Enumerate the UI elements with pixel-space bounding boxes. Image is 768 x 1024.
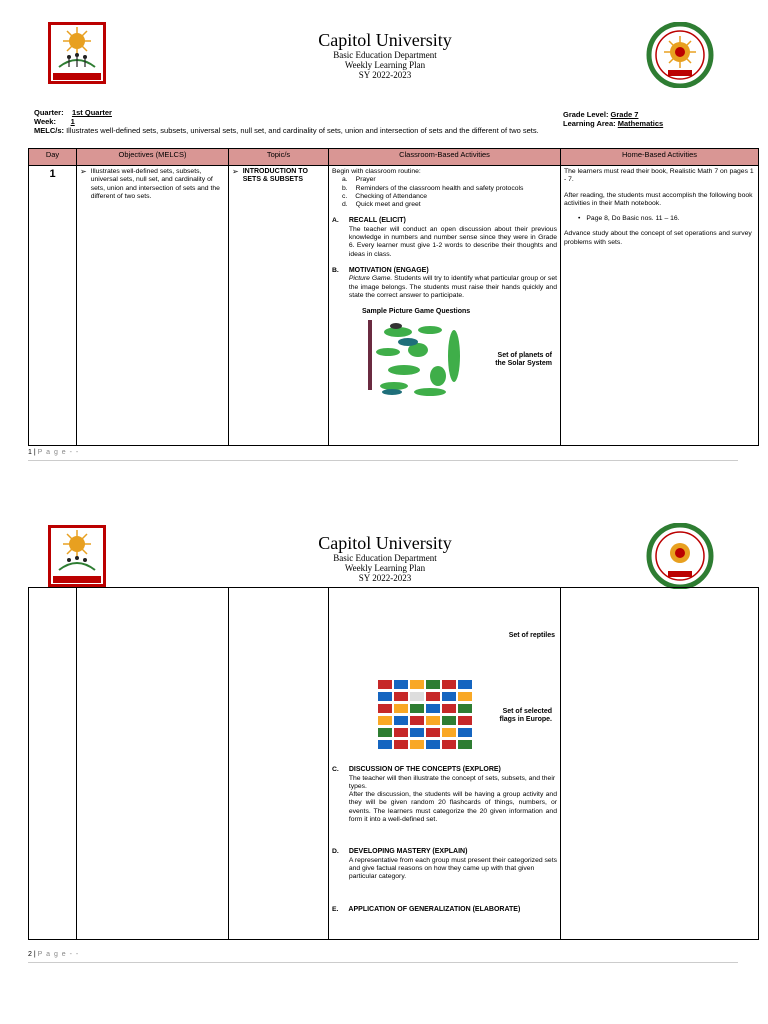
home-bullet: • Page 8, Do Basic nos. 11 – 16. [578,215,680,223]
university-logo-left [48,22,106,84]
school-year: SY 2022-2023 [358,573,412,583]
reptiles-caption: Set of reptiles [508,632,555,639]
topic-cell [229,588,329,940]
page-divider [28,962,738,963]
explain-section: D. DEVELOPING MASTERY (EXPLAIN) A representative from each group must present their categorized sets and give factual reasons on how they came up with that given particular category. [332,848,557,881]
day-number: 1 [49,168,56,180]
area-line [563,119,663,128]
recall-text: The teacher will conduct an open discussion about their previous knowledge in numbers and number sense since they were in Grade 6. Every learner must give 1-2 words to describe their thoughts and ideas in class. [348,225,557,258]
header-classroom: Classroom-Based Activities [329,149,561,166]
plan-title: Weekly Learning Plan [344,563,426,573]
sample-row [332,320,557,400]
plan-table-continued [28,587,759,940]
routine-intro: Begin with classroom routine: [332,168,421,175]
flags-caption: Set of selected flags in Europe. [499,708,552,724]
page-1 [0,0,768,480]
objective-cell [77,166,229,446]
explain-title: DEVELOPING MASTERY (EXPLAIN) [348,848,468,856]
area-label: Learning Area: [563,119,616,128]
explore-title: DISCUSSION OF THE CONCEPTS (EXPLORE) [348,766,501,774]
header-objectives: Objectives (MELCS) [77,149,229,166]
list-item: d. Quick meet and greet [342,201,421,209]
page-header [250,533,520,583]
header-home: Home-Based Activities [561,149,759,166]
table-row [29,588,759,940]
header-topics: Topic/s [229,149,329,166]
page-2 [0,505,768,1024]
grade-label: Grade Level: [563,110,609,119]
home-p2: After reading, the students must accomplish the following book activities in their Math notebook. [564,191,753,207]
explain-text: A representative from each group must present their categorized sets and give factual reasons on how they came up with that given particular category. [348,856,557,881]
melc-value: Illustrates well-defined sets, subsets, universal sets, null set, and cardinality of sets, union and intersection of sets and the different of two sets. [66,126,539,135]
plan-title: Weekly Learning Plan [344,60,426,70]
day-cell [29,588,77,940]
university-name: Capitol University [318,30,452,50]
objective-cell [77,588,229,940]
table-header-row [29,149,759,166]
quarter-value: 1st Quarter [71,108,112,117]
list-item: c. Checking of Attendance [342,192,428,200]
recall-section: A. RECALL (ELICIT) The teacher will conduct an open discussion about their previous knowledge in numbers and number sense since they were in Grade 6. Every learner must give 1-2 words to describe their thoughts and ideas in class. [332,217,557,258]
week-label: Week: [34,117,56,126]
department-name: Basic Education Department [333,553,437,563]
department-name: Basic Education Department [333,50,437,60]
university-seal-right [640,523,720,589]
planets-caption: Set of planets of the Solar System [495,352,552,368]
week-value: 1 [70,117,75,126]
page-header [250,30,520,80]
classroom-cell [329,166,561,446]
page-footer-2: 2 | P a g e - - [28,951,80,958]
motivation-title: MOTIVATION (ENGAGE) [348,266,429,274]
home-p1: The learners must read their book, Realistic Math 7 on pages 1 - 7. [564,168,754,184]
university-seal-right [640,22,720,88]
page-divider [28,460,738,461]
europe-flags-image [378,680,474,752]
school-year: SY 2022-2023 [358,70,412,80]
arrow-bullet-icon: ➢ [80,167,87,176]
motivation-section: B. MOTIVATION (ENGAGE) Picture Game. Students will try to identify what particular group or set the image belongs. The students must raise their hands quickly and state the correct answer to participate. [332,266,557,299]
elaborate-section: E. APPLICATION OF GENERALIZATION (ELABORATE) [332,905,521,913]
plan-table [28,148,759,446]
university-name: Capitol University [318,533,452,553]
home-cell [561,588,759,940]
quarter-label: Quarter: [34,108,64,117]
grade-line [563,110,638,119]
objective-text: Illustrates well-defined sets, subsets, universal sets, null set, and cardinality of sets, union and intersection of sets and the different of two sets. [90,168,220,200]
routine-list [332,176,557,209]
recall-title: RECALL (ELICIT) [348,217,406,225]
page-footer-1: 1 | P a g e - - [28,449,80,456]
melc-line [34,126,594,135]
explore-text-2: After the discussion, the students will be having a group activity and they will be given random 20 flashcards of things, numbers, or events. The learners must categorize the 20 given information and form it into a well-defined set. [348,791,557,824]
home-cell [561,166,759,446]
area-value: Mathematics [617,119,664,128]
flags-row [378,680,557,752]
week-line [34,117,75,126]
home-p3: Advance study about the concept of set operations and survey problems with sets. [564,230,752,246]
melc-label: MELC/s: [34,126,64,135]
sample-title: Sample Picture Game Questions [362,308,471,316]
topic-cell [229,166,329,446]
reptiles-image [368,320,472,400]
explore-section: C. DISCUSSION OF THE CONCEPTS (EXPLORE) The teacher will then illustrate the concept of sets, subsets, and their types. After the discussion, the students will be having a group activity and they will be given random 20 flashcards of things, numbers, or events. The learners must categorize the 20 given information and form it into a well-defined set. [332,766,557,824]
grade-value: Grade 7 [610,110,639,119]
motivation-text: Picture Game. Students will try to identify what particular group or set the image belongs. The students must raise their hands quickly and state the correct answer to participate. [348,275,557,299]
quarter-line [34,108,112,117]
day-cell [29,166,77,446]
university-logo-left [48,525,106,587]
list-item: b. Reminders of the classroom health and safety protocols [342,184,524,192]
elaborate-title: APPLICATION OF GENERALIZATION (ELABORATE) [348,905,521,913]
arrow-bullet-icon: ➢ [232,167,239,176]
bullet-icon: • [578,215,581,223]
classroom-cell [329,588,561,940]
header-day: Day [29,149,77,166]
explore-text-1: The teacher will then illustrate the concept of sets, subsets, and their types. [348,774,556,790]
list-item: a. Prayer [342,176,376,184]
topic-text: INTRODUCTION TO SETS & SUBSETS [242,168,308,184]
table-row [29,166,759,446]
